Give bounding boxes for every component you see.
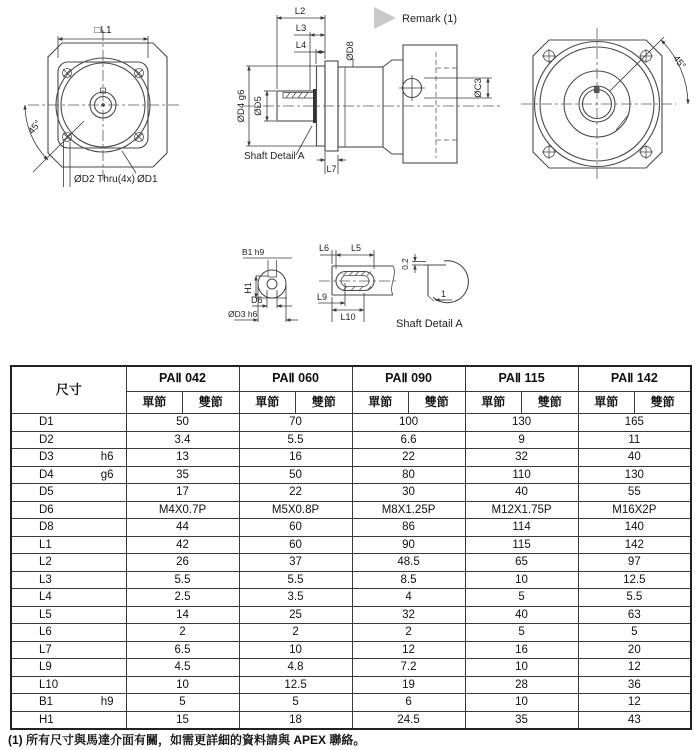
cell-L5-PAⅡ 090: 32 bbox=[352, 606, 465, 624]
cell-L6-PAⅡ 115: 5 bbox=[465, 624, 578, 642]
table-header-model-3: PAⅡ 115 bbox=[465, 366, 578, 392]
cell-D3-PAⅡ 090: 22 bbox=[352, 449, 465, 467]
cell-L9-PAⅡ 142: 12 bbox=[578, 659, 691, 677]
cell-L1-PAⅡ 090: 90 bbox=[352, 536, 465, 554]
cell-D5-PAⅡ 042: 17 bbox=[126, 484, 239, 502]
dim-label-l1: □L1 bbox=[94, 25, 112, 36]
cell-D3-PAⅡ 042: 13 bbox=[126, 449, 239, 467]
cell-D1-PAⅡ 142: 165 bbox=[578, 414, 691, 432]
cell-D2-PAⅡ 090: 6.6 bbox=[352, 431, 465, 449]
table-subheader-0-1: 雙節 bbox=[183, 392, 240, 414]
cell-D8-PAⅡ 115: 114 bbox=[465, 519, 578, 537]
cell-B1-PAⅡ 090: 6 bbox=[352, 694, 465, 712]
cell-D6-PAⅡ 090: M8X1.25P bbox=[352, 501, 465, 519]
shaft-detail-ref-label: Shaft Detail A bbox=[244, 151, 305, 162]
cell-L10-PAⅡ 142: 36 bbox=[578, 676, 691, 694]
row-label-D2: D2 bbox=[11, 431, 126, 449]
cell-L1-PAⅡ 115: 115 bbox=[465, 536, 578, 554]
cell-D5-PAⅡ 090: 30 bbox=[352, 484, 465, 502]
dim-label-d3: ØD3 h6 bbox=[228, 309, 258, 319]
table-row-D6 bbox=[11, 501, 691, 519]
cell-D1-PAⅡ 060: 70 bbox=[239, 414, 352, 432]
row-label-B1: B1 h9 bbox=[11, 694, 126, 712]
table-row-L10 bbox=[11, 676, 691, 694]
table-row-D8 bbox=[11, 519, 691, 537]
cell-D6-PAⅡ 060: M5X0.8P bbox=[239, 501, 352, 519]
row-label-H1: H1 bbox=[11, 711, 126, 729]
row-label-L2: L2 bbox=[11, 554, 126, 572]
dimension-table bbox=[10, 365, 692, 730]
table-subheader-3-0: 單節 bbox=[465, 392, 522, 414]
rear-view-drawing bbox=[521, 28, 688, 180]
dim-label-h1: H1 bbox=[243, 282, 253, 294]
dimension-table-wrap bbox=[10, 365, 692, 730]
technical-drawings bbox=[0, 0, 700, 358]
cell-D5-PAⅡ 142: 55 bbox=[578, 484, 691, 502]
table-subheader-0-0: 單節 bbox=[126, 392, 183, 414]
cell-D6-PAⅡ 115: M12X1.75P bbox=[465, 501, 578, 519]
dim-label-l2: L2 bbox=[294, 6, 306, 17]
table-row-L3 bbox=[11, 571, 691, 589]
dim-label-c3: ØC3 bbox=[473, 78, 484, 98]
table-subheader-2-0: 單節 bbox=[352, 392, 409, 414]
table-header-model-0: PAⅡ 042 bbox=[126, 366, 239, 392]
cell-B1-PAⅡ 142: 12 bbox=[578, 694, 691, 712]
cell-L10-PAⅡ 090: 19 bbox=[352, 676, 465, 694]
cell-L3-PAⅡ 042: 5.5 bbox=[126, 571, 239, 589]
shaft-detail-caption: Shaft Detail A bbox=[396, 318, 463, 330]
dim-label-chamfer-depth: 0.2 bbox=[400, 258, 410, 270]
table-row-H1 bbox=[11, 711, 691, 729]
cell-D5-PAⅡ 060: 22 bbox=[239, 484, 352, 502]
row-label-L1: L1 bbox=[11, 536, 126, 554]
dim-label-d5: ØD5 bbox=[253, 96, 264, 116]
table-row-B1 bbox=[11, 694, 691, 712]
cell-L7-PAⅡ 115: 16 bbox=[465, 641, 578, 659]
cell-L6-PAⅡ 042: 2 bbox=[126, 624, 239, 642]
cell-D4-PAⅡ 042: 35 bbox=[126, 466, 239, 484]
cell-L7-PAⅡ 042: 6.5 bbox=[126, 641, 239, 659]
front-view-drawing bbox=[25, 25, 180, 187]
table-row-D3 bbox=[11, 449, 691, 467]
cell-L1-PAⅡ 060: 60 bbox=[239, 536, 352, 554]
cell-D2-PAⅡ 042: 3.4 bbox=[126, 431, 239, 449]
table-row-D1 bbox=[11, 414, 691, 432]
row-label-D8: D8 bbox=[11, 519, 126, 537]
cell-L4-PAⅡ 115: 5 bbox=[465, 589, 578, 607]
row-label-D3: D3 h6 bbox=[11, 449, 126, 467]
row-label-D4: D4 g6 bbox=[11, 466, 126, 484]
dim-label-chamfer-width: 1 bbox=[441, 289, 447, 299]
cell-L6-PAⅡ 090: 2 bbox=[352, 624, 465, 642]
row-label-L3: L3 bbox=[11, 571, 126, 589]
dim-label-d4: ØD4 g6 bbox=[236, 89, 247, 123]
table-row-D5 bbox=[11, 484, 691, 502]
cell-L4-PAⅡ 142: 5.5 bbox=[578, 589, 691, 607]
dim-label-rear-angle: 45° bbox=[670, 53, 688, 72]
table-row-L6 bbox=[11, 624, 691, 642]
cell-L9-PAⅡ 090: 7.2 bbox=[352, 659, 465, 677]
cell-L5-PAⅡ 115: 40 bbox=[465, 606, 578, 624]
cell-H1-PAⅡ 115: 35 bbox=[465, 711, 578, 729]
cell-D5-PAⅡ 115: 40 bbox=[465, 484, 578, 502]
cell-D8-PAⅡ 060: 60 bbox=[239, 519, 352, 537]
cell-L9-PAⅡ 042: 4.5 bbox=[126, 659, 239, 677]
table-row-L2 bbox=[11, 554, 691, 572]
cell-L2-PAⅡ 060: 37 bbox=[239, 554, 352, 572]
cell-L1-PAⅡ 042: 42 bbox=[126, 536, 239, 554]
row-label-D6: D6 bbox=[11, 501, 126, 519]
shaft-section-detail bbox=[228, 247, 298, 322]
row-tolerance-D3: h6 bbox=[100, 451, 114, 464]
cell-L10-PAⅡ 042: 10 bbox=[126, 676, 239, 694]
cell-L10-PAⅡ 115: 28 bbox=[465, 676, 578, 694]
cell-D1-PAⅡ 042: 50 bbox=[126, 414, 239, 432]
cell-H1-PAⅡ 090: 24.5 bbox=[352, 711, 465, 729]
cell-D8-PAⅡ 090: 86 bbox=[352, 519, 465, 537]
footnote: (1) 所有尺寸與馬達介面有關，如需更詳細的資料請與 APEX 聯絡。 bbox=[8, 733, 366, 747]
dim-label-front-angle: 45° bbox=[26, 118, 44, 137]
keyway-view-detail bbox=[317, 243, 398, 322]
chamfer-detail bbox=[396, 254, 468, 330]
table-subheader-3-1: 雙節 bbox=[522, 392, 579, 414]
table-head bbox=[11, 366, 691, 414]
table-subheader-1-1: 雙節 bbox=[296, 392, 353, 414]
table-row-L5 bbox=[11, 606, 691, 624]
row-label-L5: L5 bbox=[11, 606, 126, 624]
dim-label-l6: L6 bbox=[318, 243, 330, 253]
cell-D8-PAⅡ 142: 140 bbox=[578, 519, 691, 537]
table-row-L9 bbox=[11, 659, 691, 677]
dim-label-l5: L5 bbox=[350, 243, 362, 253]
row-label-L10: L10 bbox=[11, 676, 126, 694]
cell-B1-PAⅡ 060: 5 bbox=[239, 694, 352, 712]
cell-L3-PAⅡ 090: 8.5 bbox=[352, 571, 465, 589]
row-label-D5: D5 bbox=[11, 484, 126, 502]
cell-D2-PAⅡ 060: 5.5 bbox=[239, 431, 352, 449]
cell-H1-PAⅡ 060: 18 bbox=[239, 711, 352, 729]
dim-label-l10: L10 bbox=[340, 312, 356, 322]
cell-D2-PAⅡ 142: 11 bbox=[578, 431, 691, 449]
dim-label-l7: L7 bbox=[326, 164, 337, 174]
cell-L2-PAⅡ 042: 26 bbox=[126, 554, 239, 572]
dim-label-l9: L9 bbox=[317, 292, 328, 302]
dim-label-d8: ØD8 bbox=[345, 41, 356, 61]
side-view-drawing bbox=[236, 6, 500, 174]
cell-H1-PAⅡ 042: 15 bbox=[126, 711, 239, 729]
cell-B1-PAⅡ 042: 5 bbox=[126, 694, 239, 712]
cell-D1-PAⅡ 115: 130 bbox=[465, 414, 578, 432]
cell-L5-PAⅡ 142: 63 bbox=[578, 606, 691, 624]
cell-D4-PAⅡ 090: 80 bbox=[352, 466, 465, 484]
cell-L2-PAⅡ 142: 97 bbox=[578, 554, 691, 572]
cell-D4-PAⅡ 142: 130 bbox=[578, 466, 691, 484]
cell-D3-PAⅡ 115: 32 bbox=[465, 449, 578, 467]
table-subheader-1-0: 單節 bbox=[239, 392, 296, 414]
dim-label-d2: ØD2 Thru(4x) bbox=[74, 174, 135, 185]
row-label-L7: L7 bbox=[11, 641, 126, 659]
row-tolerance-D4: g6 bbox=[100, 468, 114, 481]
remark-triangle-icon bbox=[374, 7, 396, 29]
table-subheader-4-1: 雙節 bbox=[635, 392, 692, 414]
table-header-model-1: PAⅡ 060 bbox=[239, 366, 352, 392]
dim-label-l4: L4 bbox=[295, 40, 307, 51]
row-label-D1: D1 bbox=[11, 414, 126, 432]
cell-L2-PAⅡ 090: 48.5 bbox=[352, 554, 465, 572]
cell-L7-PAⅡ 142: 20 bbox=[578, 641, 691, 659]
table-row-L7 bbox=[11, 641, 691, 659]
row-label-L4: L4 bbox=[11, 589, 126, 607]
cell-H1-PAⅡ 142: 43 bbox=[578, 711, 691, 729]
cell-L4-PAⅡ 090: 4 bbox=[352, 589, 465, 607]
cell-L3-PAⅡ 142: 12.5 bbox=[578, 571, 691, 589]
table-row-D2 bbox=[11, 431, 691, 449]
cell-L2-PAⅡ 115: 65 bbox=[465, 554, 578, 572]
row-label-L6: L6 bbox=[11, 624, 126, 642]
table-header-dimension: 尺寸 bbox=[11, 366, 126, 414]
cell-L10-PAⅡ 060: 12.5 bbox=[239, 676, 352, 694]
cell-L6-PAⅡ 060: 2 bbox=[239, 624, 352, 642]
cell-L5-PAⅡ 060: 25 bbox=[239, 606, 352, 624]
cell-L6-PAⅡ 142: 5 bbox=[578, 624, 691, 642]
key-hatching bbox=[286, 93, 308, 99]
dim-label-b1: B1 h9 bbox=[242, 247, 265, 257]
cell-L1-PAⅡ 142: 142 bbox=[578, 536, 691, 554]
cell-L9-PAⅡ 115: 10 bbox=[465, 659, 578, 677]
dim-label-d1: ØD1 bbox=[137, 174, 158, 185]
cell-L7-PAⅡ 060: 10 bbox=[239, 641, 352, 659]
cell-B1-PAⅡ 115: 10 bbox=[465, 694, 578, 712]
cell-D4-PAⅡ 060: 50 bbox=[239, 466, 352, 484]
table-row-L1 bbox=[11, 536, 691, 554]
table-header-model-2: PAⅡ 090 bbox=[352, 366, 465, 392]
cell-D6-PAⅡ 142: M16X2P bbox=[578, 501, 691, 519]
cell-D2-PAⅡ 115: 9 bbox=[465, 431, 578, 449]
cell-L5-PAⅡ 042: 14 bbox=[126, 606, 239, 624]
cell-D8-PAⅡ 042: 44 bbox=[126, 519, 239, 537]
cell-L3-PAⅡ 060: 5.5 bbox=[239, 571, 352, 589]
cell-D3-PAⅡ 060: 16 bbox=[239, 449, 352, 467]
table-row-L4 bbox=[11, 589, 691, 607]
cell-L7-PAⅡ 090: 12 bbox=[352, 641, 465, 659]
table-subheader-2-1: 雙節 bbox=[409, 392, 466, 414]
cell-L3-PAⅡ 115: 10 bbox=[465, 571, 578, 589]
cell-L4-PAⅡ 060: 3.5 bbox=[239, 589, 352, 607]
table-subheader-4-0: 單節 bbox=[578, 392, 635, 414]
cell-D3-PAⅡ 142: 40 bbox=[578, 449, 691, 467]
table-header-model-4: PAⅡ 142 bbox=[578, 366, 691, 392]
cell-L9-PAⅡ 060: 4.8 bbox=[239, 659, 352, 677]
cell-D1-PAⅡ 090: 100 bbox=[352, 414, 465, 432]
dim-label-d6: D6 bbox=[251, 295, 263, 305]
row-label-L9: L9 bbox=[11, 659, 126, 677]
cell-D4-PAⅡ 115: 110 bbox=[465, 466, 578, 484]
table-row-D4 bbox=[11, 466, 691, 484]
table-body bbox=[11, 414, 691, 730]
row-tolerance-B1: h9 bbox=[100, 696, 114, 709]
cell-L4-PAⅡ 042: 2.5 bbox=[126, 589, 239, 607]
dim-label-l3: L3 bbox=[295, 23, 307, 34]
remark-label: Remark (1) bbox=[402, 13, 458, 25]
cell-D6-PAⅡ 042: M4X0.7P bbox=[126, 501, 239, 519]
